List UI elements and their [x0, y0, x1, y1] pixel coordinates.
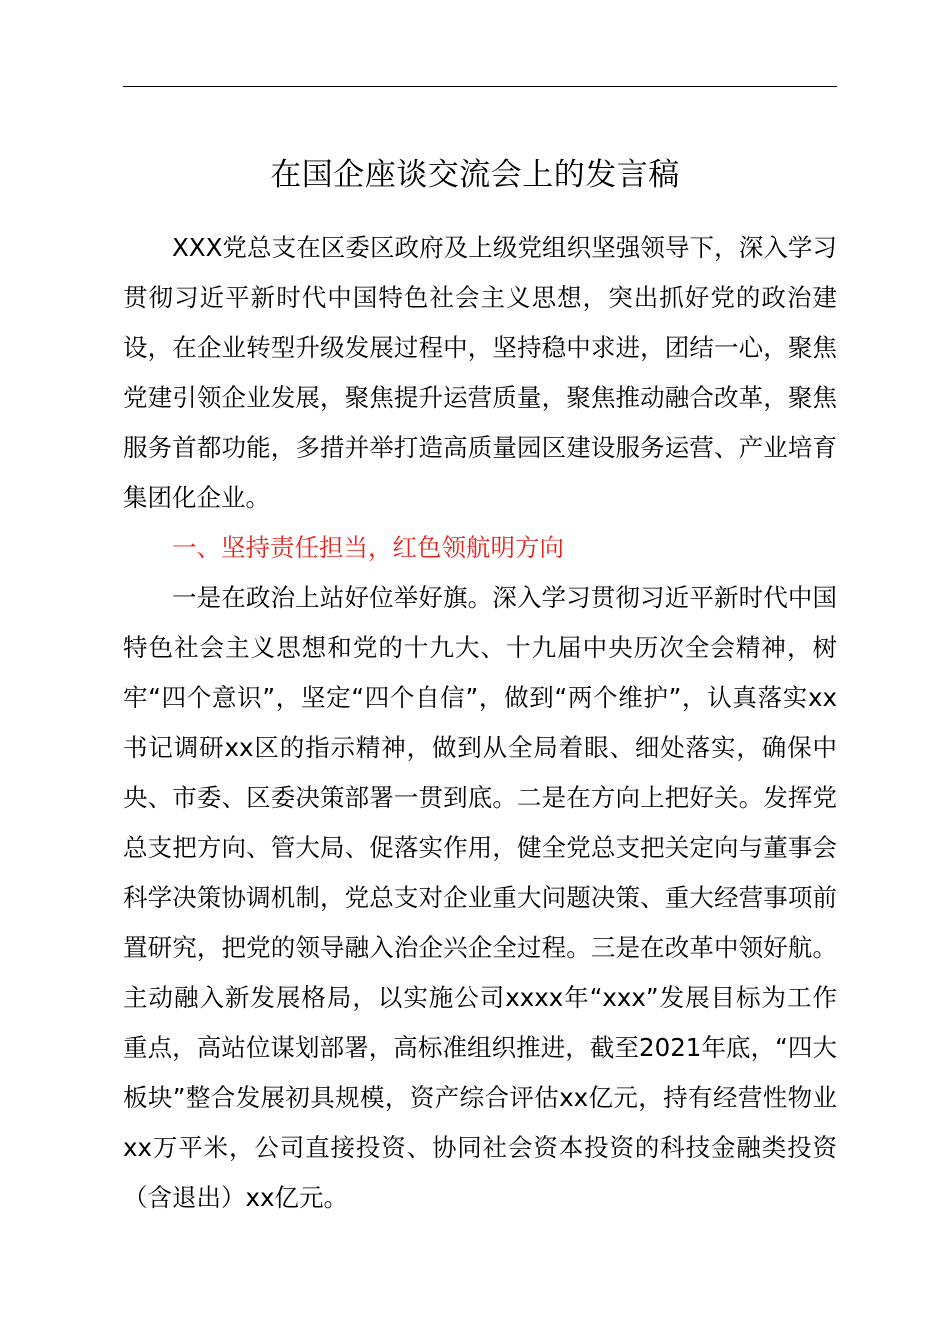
document-title: 在国企座谈交流会上的发言稿 [270, 157, 680, 193]
section-heading: 一、坚持责任担当，红色领航明方向 [172, 533, 564, 562]
header-rule [123, 86, 837, 87]
intro-paragraph: XXX党总支在区委区政府及上级党组织坚强领导下，深入学习贯彻习近平新时代中国特色社会主义思想，突出抓好党的政治建设，在企业转型升级发展过程中，坚持稳中求进，团结一心，聚焦党建引领企业发展，聚焦提升运营质量，聚焦推动融合改革，聚焦服务首都功能，多措并举打造高质量园区建设服务运营、产业培育集团化企业。 [123, 233, 837, 512]
section-paragraph: 一是在政治上站好位举好旗。深入学习贯彻习近平新时代中国特色社会主义思想和党的十九大、十九届中央历次全会精神，树牢“四个意识”，坚定“四个自信”，做到“两个维护”，认真落实xx书记调研xx区的指示精神，做到从全局着眼、细处落实，确保中央、市委、区委决策部署一贯到底。二是在方向上把好关。发挥党总支把方向、管大局、促落实作用，健全党总支把关定向与董事会科学决策协调机制，党总支对企业重大问题决策、重大经营事项前置研究，把党的领导融入治企兴企全过程。三是在改革中领好航。主动融入新发展格局，以实施公司xxxx年“xxx”发展目标为工作重点，高站位谋划部署，高标准组织推进，截至2021年底，“四大板块”整合发展初具规模，资产综合评估xx亿元，持有经营性物业xx万平米，公司直接投资、协同社会资本投资的科技金融类投资（含退出）xx亿元。 [123, 583, 837, 1212]
document-body [123, 223, 837, 1223]
